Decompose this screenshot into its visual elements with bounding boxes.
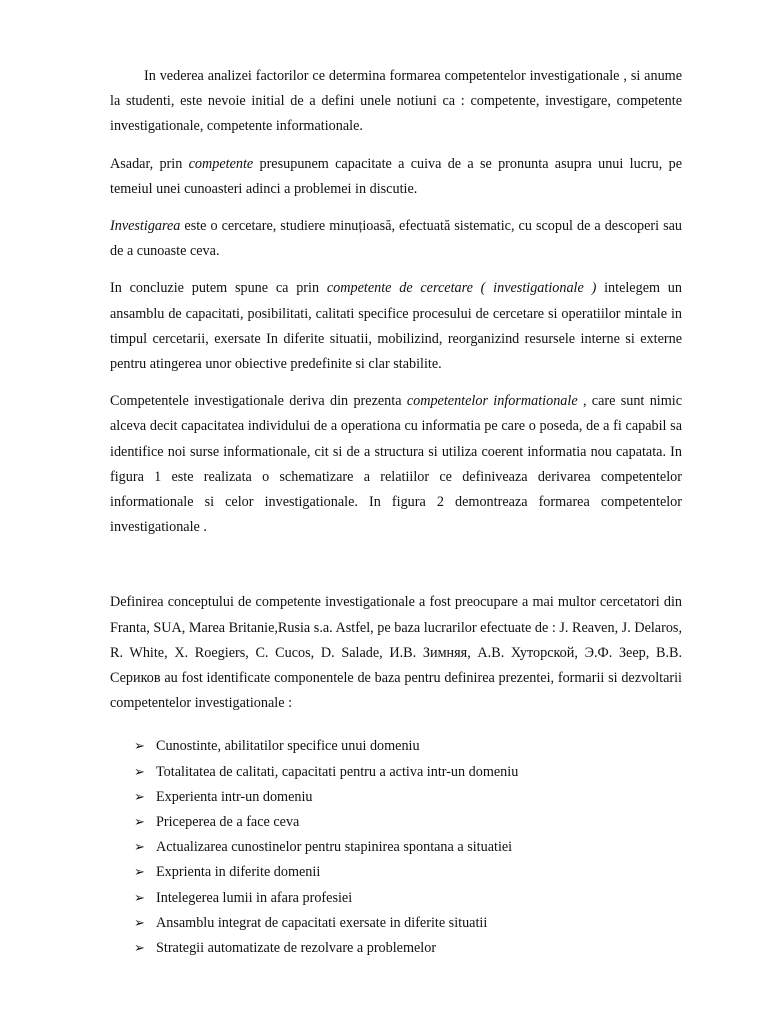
list-item-text: Totalitatea de calitati, capacitati pentru a activa intr-un domeniu xyxy=(156,763,519,780)
informational-competences-paragraph xyxy=(110,389,682,540)
emphasized-term: competentelor informationale xyxy=(406,393,578,410)
competente-definition-paragraph xyxy=(110,152,682,202)
arrow-bullet-icon: ➢ xyxy=(134,865,145,881)
text-run: , care sunt nimic alceva decit capacitatea individului de a operationa cu informatia pe care o poseda, de a fi capabil sa identifice noi surse informationale, cit si de a structura si utiliza coerent informatia nou capatata. In figura 1 este realizata o schematizare a relatiilor ce definiveaza derivarea competentelor informationale si celor investigationale. In figura 2 demontreaza formarea competentelor investigationale . xyxy=(110,393,682,536)
arrow-bullet-icon: ➢ xyxy=(134,789,145,805)
text-run: Competentele investigationale deriva din prezenta xyxy=(110,393,407,410)
list-item xyxy=(110,886,682,911)
arrow-bullet-icon: ➢ xyxy=(134,815,145,831)
list-item-text: Actualizarea cunostinelor pentru stapinirea spontana a situatiei xyxy=(156,839,513,856)
text-run: Asadar, prin xyxy=(110,155,189,172)
list-item xyxy=(110,936,682,961)
list-item xyxy=(110,810,682,835)
arrow-bullet-icon: ➢ xyxy=(134,739,145,755)
list-item-text: Experienta intr-un domeniu xyxy=(156,788,313,805)
text-run: In concluzie putem spune ca prin xyxy=(110,280,327,297)
emphasized-term: competente de cercetare ( investigationale ) xyxy=(326,280,597,297)
document-page xyxy=(110,64,682,961)
list-item-text: Priceperea de a face ceva xyxy=(156,814,300,831)
list-item xyxy=(110,835,682,860)
arrow-bullet-icon: ➢ xyxy=(134,764,145,780)
list-item-text: Intelegerea lumii in afara profesiei xyxy=(156,889,353,906)
arrow-bullet-icon: ➢ xyxy=(134,890,145,906)
list-item xyxy=(110,785,682,810)
investigare-definition-paragraph xyxy=(110,214,682,264)
emphasized-term: Investigarea xyxy=(110,218,181,235)
list-item-text: Cunostinte, abilitatilor specifice unui domeniu xyxy=(156,738,420,755)
conclusion-paragraph xyxy=(110,276,682,377)
emphasized-term: competente xyxy=(188,155,254,172)
concept-definition-paragraph: Definirea conceptului de competente investigationale a fost preocupare a mai multor cercetatori din Franta, SUA, Marea Britanie,Rusia s.a. Astfel, pe baza lucrarilor efectuate de : J. Reaven, J. Delaros, R. White, X. Roegiers, C. Cucos, D. Salade, И.В. Зимняя, А.В. Хуторской, Э.Ф. Зеер, В.В. Сериков au fost identificate componentele de baza pentru definirea prezentei, formarii si dezvoltarii competentelor investigationale : xyxy=(110,594,682,712)
list-item xyxy=(110,911,682,936)
list-item xyxy=(110,734,682,759)
components-list xyxy=(110,734,682,961)
arrow-bullet-icon: ➢ xyxy=(134,915,145,931)
list-item-text: Exprienta in diferite domenii xyxy=(156,864,321,881)
arrow-bullet-icon: ➢ xyxy=(134,941,145,957)
list-item-text: Strategii automatizate de rezolvare a problemelor xyxy=(156,940,437,957)
list-item xyxy=(110,760,682,785)
arrow-bullet-icon: ➢ xyxy=(134,840,145,856)
list-item xyxy=(110,860,682,885)
intro-paragraph: In vederea analizei factorilor ce determina formarea competentelor investigationale , si anume la studenti, este nevoie initial de a defini unele notiuni ca : competente, investigare, competente investigationale, competente informationale. xyxy=(110,68,682,135)
list-item-text: Ansamblu integrat de capacitati exersate in diferite situatii xyxy=(156,914,488,931)
text-run: este o cercetare, studiere minuțioasă, efectuată sistematic, cu scopul de a descoperi sau de a cunoaste ceva. xyxy=(110,218,682,260)
text-run: intelegem un ansamblu de capacitati, posibilitati, calitati specifice procesului de cercetare si operatiilor mintale in timpul cercetarii, exersate In diferite situatii, mobilizind, reorganizind resursele interne si externe pentru atingerea unor obiective predefinite si clar stabilite. xyxy=(110,280,682,373)
text-run: presupunem capacitate a cuiva de a se pronunta asupra unui lucru, pe temeiul unei cunoasteri adinci a problemei in discutie. xyxy=(110,155,683,197)
